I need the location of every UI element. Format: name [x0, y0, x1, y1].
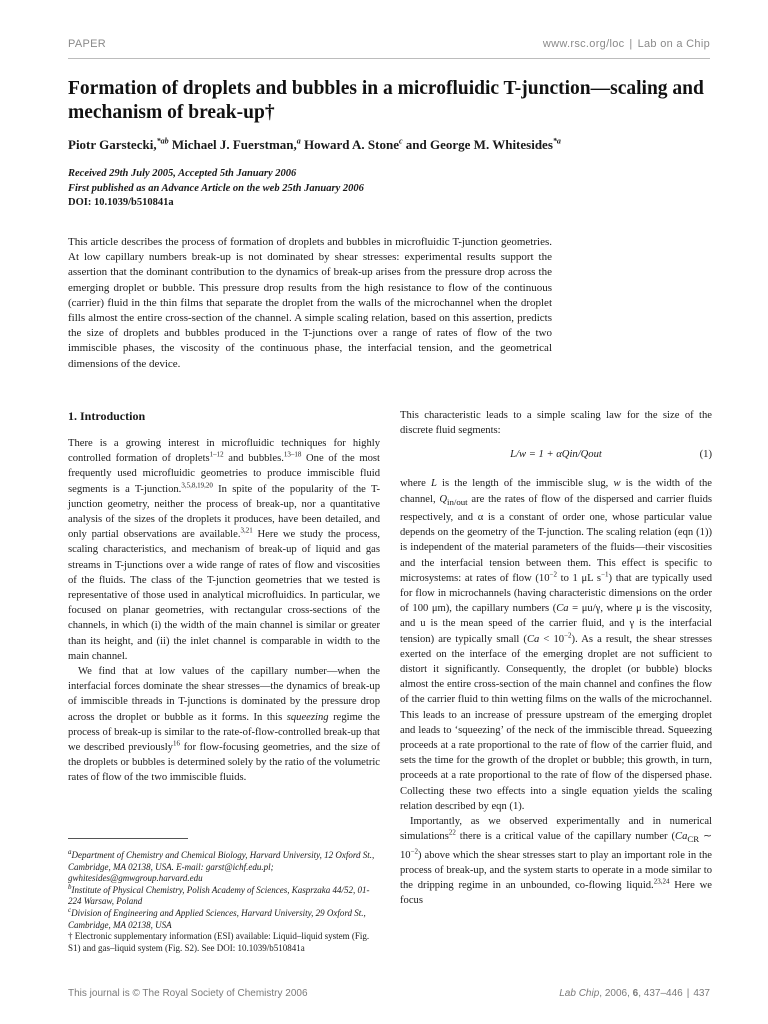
equation-1 [400, 447, 712, 462]
published-date: First published as an Advance Article on the web 25th January 2006 [68, 182, 364, 194]
author-name: Howard A. Stone [300, 137, 399, 152]
footnotes [68, 850, 380, 954]
article-history [68, 167, 718, 211]
paragraph: Importantly, as we observed experimentally and in numerical simulations$^{22}$ there is a critical value of the capillary number ($Ca_{CR}$ ∼ $10^{-2}$) above which the shear stresses start to play an important role in the process of break-up, and the system starts to operate in a mode similar to the dripping regime in an unbounded, co-flowing liquid.$^{23,24}$ Here we focus [400, 815, 712, 907]
abstract: This article describes the process of formation of droplets and bubbles in microfluidic T-junction geometries. At low capillary numbers break-up is not dominated by shear stresses: experimental results support the assertion that the dominant contribution to the dynamics of break-up arises from the pressure drop across the emerging droplet or bubble. This pressure drop results from the high resistance to flow of the continuous (carrier) fluid in the thin films that separate the droplet from the walls of the microchannel when the droplet fills almost the entire cross-section of the channel. A simple scaling relation, based on this assertion, predicts the size of droplets and bubbles produced in the T-junctions over a range of rates of flow of the two immiscible phases, the viscosity of the continuous phase, the interfacial tension, and the geometrical dimensions of the device. [68, 236, 552, 370]
journal-name: Lab on a Chip [637, 38, 710, 50]
citation[interactable]: 23,24 [653, 877, 670, 886]
article-title: Formation of droplets and bubbles in a microfluidic T-junction—scaling and mechanism of break-up† [68, 78, 704, 123]
doi-link[interactable]: DOI: 10.1039/b510841a [68, 197, 174, 208]
equation-number: (1) [699, 449, 712, 461]
author-name: and George M. Whitesides [402, 137, 553, 152]
journal-url-link[interactable]: www.rsc.org/loc [542, 38, 625, 50]
author-name: Michael J. Fuerstman, [168, 137, 297, 152]
citation[interactable]: 3,21 [240, 526, 253, 535]
citation[interactable]: 16 [172, 739, 180, 748]
journal-link-group [543, 38, 710, 50]
paragraph: We find that at low values of the capillary number—when the interfacial forces dominate the shear stresses—the dynamics of break-up of immiscible threads in T-junctions is dominated by the pressure drop across the droplet or bubble as it forms. In this squeezing regime the process of break-up is similar to the rate-of-flow-controlled break-up that we described previously$^{16}$ for flow-focusing geometries, and the size of the droplets or bubbles is determined solely by the ratio of the volumetric rates of flow of the two immiscible fluids. [68, 666, 380, 784]
header-separator: | [629, 38, 633, 50]
author-name: Piotr Garstecki, [68, 137, 157, 152]
section-heading: 1. Introduction [68, 409, 146, 423]
footnote-rule [68, 838, 188, 839]
author-affiliation-marks: a [296, 136, 301, 146]
citation[interactable]: 13–18 [283, 450, 302, 459]
author-list [68, 137, 718, 153]
author-affiliation-marks: *ab [156, 136, 169, 146]
paragraph: This characteristic leads to a simple scaling law for the size of the discrete fluid segments: [400, 410, 712, 437]
header-rule [68, 58, 710, 59]
page-footer [68, 988, 710, 1002]
right-column [400, 408, 712, 908]
footnote-affiliation-b: $^b$Institute of Physical Chemistry, Polish Academy of Sciences, Kasprzaka 44/52, 01-224 Warsaw, Poland [68, 882, 370, 907]
citation[interactable]: 22 [448, 828, 456, 837]
footnote-esi: † Electronic supplementary information (ESI) available: Liquid–liquid system (Fig. S1) and gas–liquid system (Fig. S2). See DOI: 10.1039/b510841a [68, 931, 370, 953]
received-date: Received 29th July 2005, Accepted 5th January 2006 [68, 168, 297, 179]
citation[interactable]: 3,5,8,19,20 [181, 481, 213, 490]
author-affiliation-marks: c [398, 136, 403, 146]
left-column [68, 408, 380, 786]
citation-info: Lab Chip, 2006, 6, 437–446 | 437 [559, 988, 710, 999]
page-number: 437 [693, 988, 710, 999]
author-affiliation-marks: *a [552, 136, 561, 146]
citation[interactable]: 1–12 [209, 450, 224, 459]
section-label: PAPER [68, 38, 106, 50]
footnote-affiliation-a: $^a$Department of Chemistry and Chemical Biology, Harvard University, 12 Oxford St., Cambridge, MA 02138, USA. E-mail: garst@ichf.edu.pl; gwhitesides@gmwgroup.harvard.edu [68, 848, 375, 884]
paragraph: There is a growing interest in microfluidic techniques for highly controlled formation of droplets$^{1-12}$ and bubbles.$^{13-18}$ One of the most frequently used microfluidic geometries to produce immiscible fluid segments is a T-junction.$^{3,5,8,19,20}$ In spite of the popularity of the T-junction geometry, neither the process of break-up, nor a quantitative analysis of the sizes of the droplets it produces, have been detailed, and only partial observations are available.$^{3,21}$ Here we study the process, scaling characteristics, and mechanism of break-up of liquid and gas streams in T-junctions over a wide range of rates of flow and viscosities of the fluids. The class of the T-junction geometries that we tested is representative of those used in analytical microfluidics. In particular, we focused on planar geometries, with rectangular cross-sections of the channels, in which (i) the width of the main channel is similar or greater than its height, and (ii) the inlet channel is comparable in width to the main channel. [68, 438, 380, 662]
equation-body: L/w = 1 + αQin/Qout [510, 449, 602, 461]
footnote-affiliation-c: $^c$Division of Engineering and Applied Sciences, Harvard University, 29 Oxford St., Cambridge, MA 02138, USA [68, 905, 366, 930]
running-header [68, 38, 710, 54]
paragraph: where L is the length of the immiscible slug, w is the width of the channel, $Q_{in/out}$ are the rates of flow of the dispersed and carrier fluids respectively, and α is a constant of order one, whose particular value depends on the geometry of the T-junction. The scaling relation (eqn (1)) is independent of the material parameters of the fluids—their viscosities and the interfacial tension between them. This effect is specific to microsystems: at rates of flow ($10^{-2}$ to 1 μL $s^{-1}$) that are typically used for flow in microchannels (having characteristic dimensions on the order of 100 μm), the capillary numbers (Ca = μu/γ, where μ is the viscosity, and u is the mean speed of the carrier fluid, and γ is the interfacial tension) are typically small $(Ca < 10^{-2})$. As a result, the shear stresses exerted on the interface of the emerging droplet are not sufficient to distort it significantly. Consequently, the droplet (or bubble) blocks almost the entire cross-section of the main channel and confines the flow of the carrier fluid to thin wetting films on the walls of the microchannel. This leads to an increase of pressure upstream of the emerging droplet and leads to ‘squeezing’ of the neck of the immiscible thread. Squeezing proceeds at a rate proportional to the rate of flow of the carrier fluid, and sets the time for the growth of the droplet or bubble; this growth, in turn, proceeds at a rate proportional to the rate of flow of the dispersed phase. Collecting these two effects into a single equation yields the scaling relation described by eqn (1). [400, 478, 713, 812]
copyright-notice: This journal is © The Royal Society of Chemistry 2006 [68, 988, 308, 999]
